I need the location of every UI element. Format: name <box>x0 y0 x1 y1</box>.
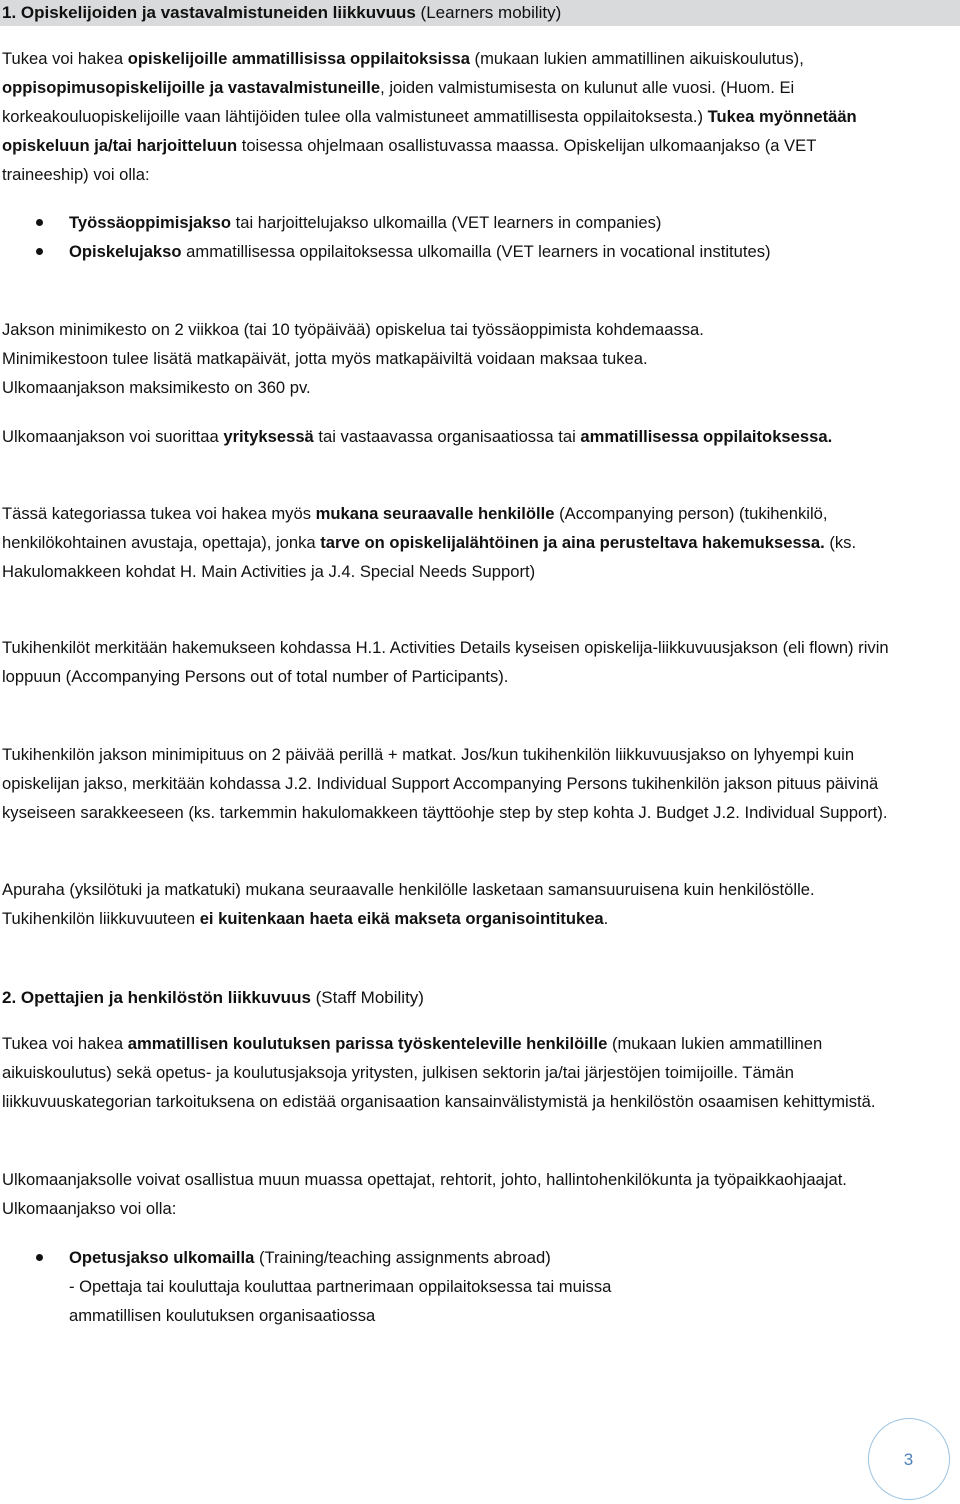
paragraph-staff-participants <box>2 1165 902 1223</box>
list-item <box>0 208 900 237</box>
paragraph-learners-support <box>2 44 902 189</box>
text-run: (mukaan lukien ammatillinen aikuiskoulutus), <box>469 49 804 68</box>
page-number-circle <box>868 1418 950 1500</box>
text-line: Ulkomaanjakson maksimikesto on 360 pv. <box>2 378 311 397</box>
text-run-bold: ammatillisessa oppilaitoksessa. <box>580 427 833 446</box>
page-number: 3 <box>903 1450 914 1469</box>
text-run: Apuraha (yksilötuki ja matkatuki) mukana seuraavalle henkilölle lasketaan samansuuruisena kuin henkilöstölle. Tukihenkilön liikkuvuuteen <box>2 880 815 928</box>
text-run: Ulkomaanjakson voi suorittaa <box>2 427 224 446</box>
text-run-bold: mukana seuraavalle henkilölle <box>315 504 555 523</box>
text-paragraph: Tukihenkilön jakson minimipituus on 2 päivää perillä + matkat. Jos/kun tukihenkilön liikkuvuusjakso on lyhyempi kuin opiskelijan jakso, merkitään kohdassa J.2. Individual Support Accompanying Persons tukihenkilön jakson pituus päivinä kyseiseen sarakkeeseen (ks. tarkemmin hakulomakkeen täyttöohje step by step kohta J. Budget J.2. Individual Support). <box>2 745 888 822</box>
paragraph-grant <box>2 875 902 933</box>
list-item-text: tai harjoittelujakso ulkomailla (VET learners in companies) <box>231 213 662 232</box>
list-item-bold: Opiskelujakso <box>69 242 182 261</box>
text-run: Tukea voi hakea <box>2 49 128 68</box>
section-1-heading <box>0 0 960 26</box>
section-2-subtitle: (Staff Mobility) <box>310 988 424 1007</box>
list-item-subtext: - Opettaja tai kouluttaja kouluttaa partnerimaan oppilaitoksessa tai muissa <box>69 1277 612 1296</box>
text-run: , joiden valmistumisesta on kulunut alle vuosi. (Huom. Ei korkeakouluopiskelijoille vaan lähtijöiden tulee olla valmistuneet ammatillisesta oppilaitoksesta.) <box>2 78 795 126</box>
text-run: (mukaan lukien ammatillinen aikuiskoulutus) sekä opetus- ja koulutusjaksoja yritysten, julkisen sektorin ja/tai järjestöjen toimijoille. Tämän liikkuvuuskategorian tarkoituksena on edistää organisaation kansainvälistymistä ja henkilöstön osaamisen kehittymistä. <box>2 1034 876 1111</box>
text-run: . <box>603 909 609 928</box>
section-2-heading <box>2 985 424 1011</box>
list-item-bold: Opetusjakso ulkomailla <box>69 1248 255 1267</box>
text-run-bold: ei kuitenkaan haeta eikä makseta organisointitukea <box>199 909 604 928</box>
text-run: Tässä kategoriassa tukea voi hakea myös <box>2 504 316 523</box>
paragraph-support-persons-form <box>2 633 902 691</box>
staff-period-list <box>0 1243 900 1330</box>
paragraph-accompanying-person <box>2 499 902 586</box>
list-item-text: ammatillisessa oppilaitoksessa ulkomailla (VET learners in vocational institutes) <box>181 242 771 261</box>
text-run: Tukea voi hakea <box>2 1034 128 1053</box>
text-run-bold: opiskelijoille ammatillisissa oppilaitoksissa <box>127 49 470 68</box>
list-item <box>0 1243 900 1272</box>
text-run: tai vastaavassa organisaatiossa tai <box>313 427 581 446</box>
list-item <box>0 237 900 266</box>
bullet-icon <box>36 248 43 255</box>
learner-period-list <box>0 208 900 266</box>
section-1-title: 1. Opiskelijoiden ja vastavalmistuneiden liikkuvuus <box>2 3 416 22</box>
bullet-icon <box>36 1254 43 1261</box>
text-run: (Accompanying person) (tukihenkilö, henkilökohtainen avustaja, opettaja), jonka <box>2 504 828 552</box>
list-item-subtext: ammatillisen koulutuksen organisaatiossa <box>69 1306 376 1325</box>
text-paragraph: Ulkomaanjaksolle voivat osallistua muun muassa opettajat, rehtorit, johto, hallintohenkilökunta ja työpaikkaohjaajat. Ulkomaanjakso voi olla: <box>2 1170 847 1218</box>
text-run: toisessa ohjelmaan osallistuvassa maassa. <box>237 136 560 155</box>
paragraph-duration <box>2 315 902 402</box>
paragraph-location <box>2 422 902 451</box>
paragraph-support-duration <box>2 740 902 827</box>
paragraph-staff-support <box>2 1029 902 1116</box>
section-2-title: 2. Opettajien ja henkilöstön liikkuvuus <box>2 988 311 1007</box>
text-paragraph: Tukihenkilöt merkitään hakemukseen kohdassa H.1. Activities Details kyseisen opiskelija-liikkuvuusjakson (eli flown) rivin loppuun (Accompanying Persons out of total number of Participants). <box>2 638 889 686</box>
text-line: Jakson minimikesto on 2 viikkoa (tai 10 työpäivää) opiskelua tai työssäoppimista kohdemaassa. <box>2 320 704 339</box>
bullet-icon <box>36 219 43 226</box>
text-run-bold: Tukea myönnetään opiskeluun ja/tai harjoitteluun <box>2 107 857 155</box>
text-run: (ks. Hakulomakkeen kohdat H. Main Activities ja J.4. Special Needs Support) <box>2 533 857 581</box>
text-run: Opiskelijan ulkomaanjakso (a VET traineeship) voi olla: <box>2 136 817 184</box>
text-line: Minimikestoon tulee lisätä matkapäivät, jotta myös matkapäiviltä voidaan maksaa tukea. <box>2 349 648 368</box>
text-run-bold: ammatillisen koulutuksen parissa työskenteleville henkilöille <box>127 1034 608 1053</box>
section-1-subtitle: (Learners mobility) <box>415 3 562 22</box>
list-item-text: (Training/teaching assignments abroad) <box>254 1248 551 1267</box>
list-item-bold: Työssäoppimisjakso <box>69 213 231 232</box>
text-run-bold: oppisopimusopiskelijoille ja vastavalmistuneille <box>2 78 381 97</box>
text-run-bold: tarve on opiskelijalähtöinen ja aina perusteltava hakemuksessa. <box>320 533 825 552</box>
text-run-bold: yrityksessä <box>223 427 314 446</box>
